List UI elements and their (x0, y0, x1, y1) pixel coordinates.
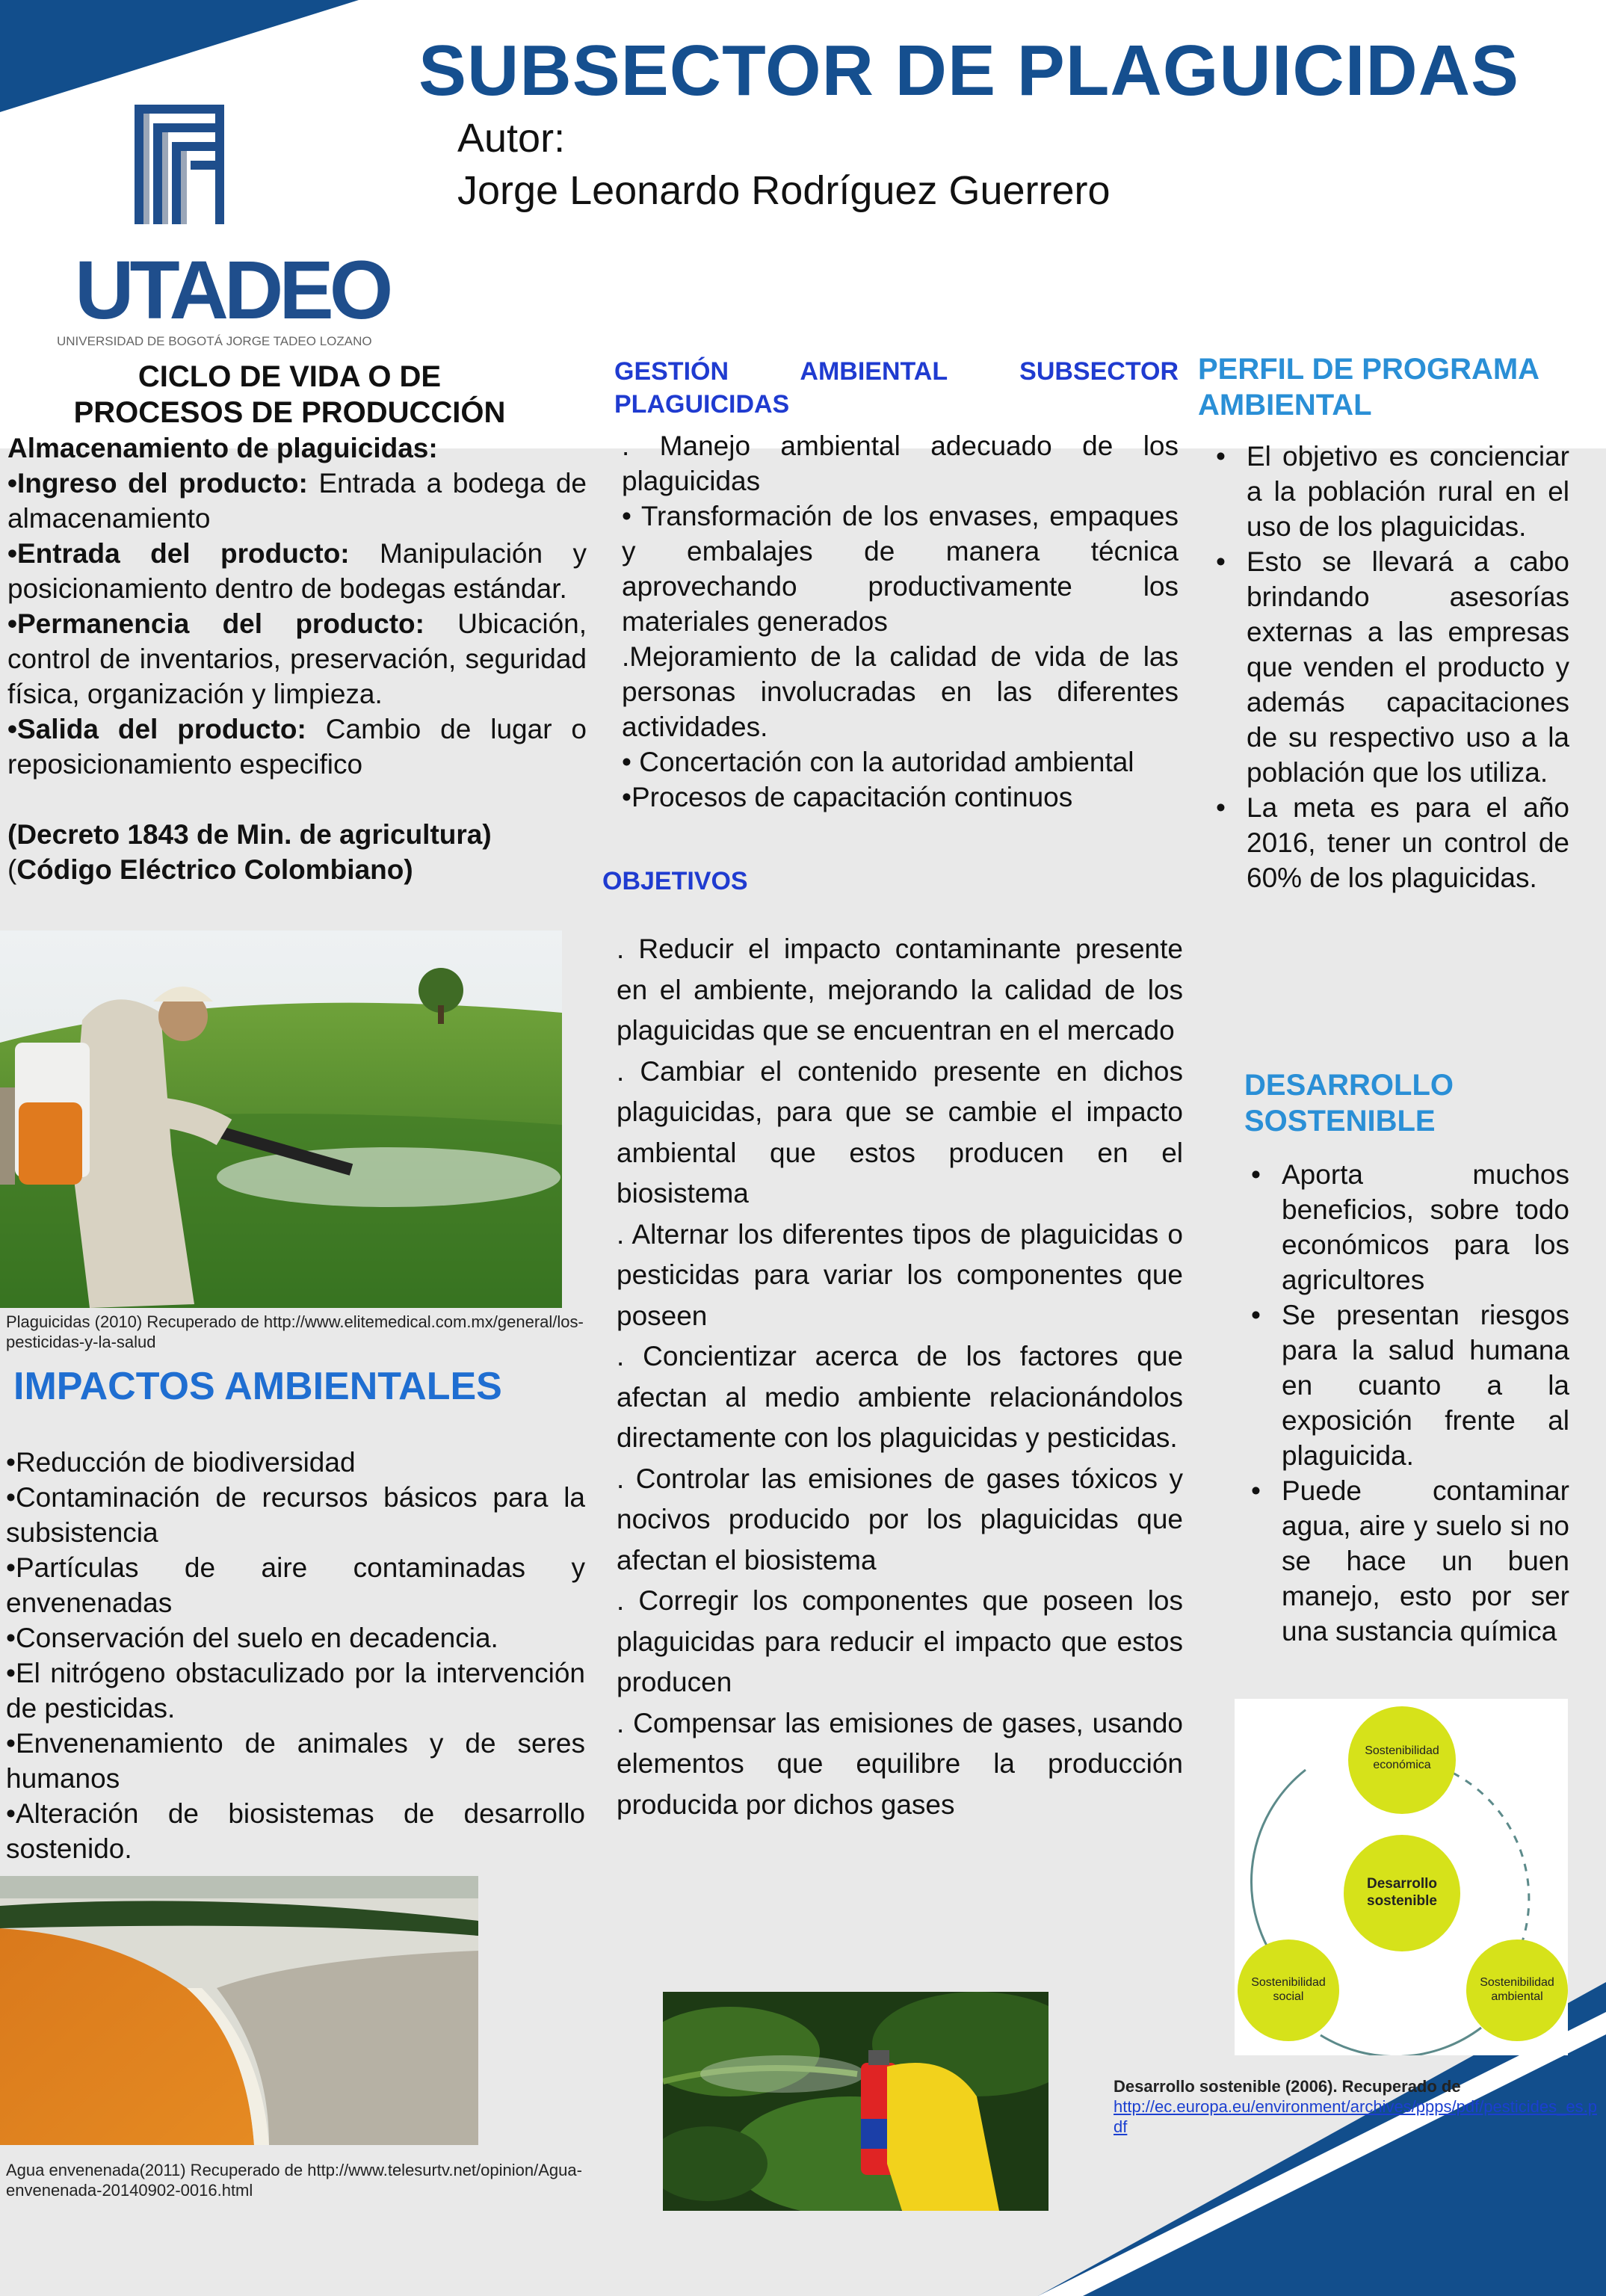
lifecycle-heading-line1: CICLO DE VIDA O DE (138, 360, 442, 393)
profile-heading: PERFIL DE PROGRAMA AMBIENTAL (1198, 353, 1539, 422)
impact-item: •Alteración de biosistemas de desarrollo sostenido. (6, 1798, 585, 1864)
objective-item: . Reducir el impacto contaminante presente en el ambiente, mejorando la calidad de los plaguicidas que se encuentran en el mercado (617, 933, 1183, 1046)
lifecycle-item-bold: •Permanencia del producto: (7, 608, 424, 639)
logo-wordmark: UTADEO (75, 244, 389, 336)
label-social (1236, 1975, 1341, 2004)
label-environmental-line1: Sostenibilidad (1480, 1976, 1554, 1989)
impact-item: •Envenenamiento de animales y de seres humanos (6, 1728, 585, 1794)
code-reference-paren: ( (7, 854, 17, 885)
management-item: •Procesos de capacitación continuos (622, 782, 1073, 812)
objectives-heading: OBJETIVOS (602, 867, 748, 895)
poster-title: SUBSECTOR DE PLAGUICIDAS (419, 31, 1520, 111)
management-item: .Mejoramiento de la calidad de vida de las personas involucradas en las diferentes actividades. (622, 641, 1179, 742)
sustainability-diagram (1235, 1699, 1568, 2055)
objective-item: . Alternar los diferentes tipos de plaguicidas o pesticidas para variar los componentes que poseen (617, 1218, 1183, 1331)
sustainability-item: • Puede contaminar agua, aire y suelo si no se hace un buen manejo, esto por ser una sustancia química (1241, 1473, 1569, 1649)
label-social-line1: Sostenibilidad (1251, 1976, 1326, 1989)
label-center-line2: sostenible (1367, 1893, 1437, 1909)
photo2-caption: Agua envenenada(2011) Recuperado de http://www.telesurtv.net/opinion/Agua-envenenada-20140902-0016.html (6, 2161, 582, 2200)
profile-item: • La meta es para el año 2016, tener un control de 60% de los plaguicidas. (1205, 790, 1569, 895)
lifecycle-item (7, 466, 587, 536)
lifecycle-item-text: Manipulación y posicionamiento dentro de bodegas estándar. (7, 538, 587, 604)
management-item: . Manejo ambiental adecuado de los plaguicidas (622, 430, 1179, 496)
code-reference (7, 852, 587, 887)
diagram-link[interactable]: http://ec.europa.eu/environment/archives/ppps/pdf/pesticides_es.pdf (1114, 2097, 1597, 2136)
sustainability-heading: DESARROLLO SOSTENIBLE (1244, 1069, 1454, 1138)
lifecycle-item-bold: •Salida del producto: (7, 714, 306, 744)
profile-item: • Esto se llevará a cabo brindando asesorías externas a las empresas que venden el producto y además capacitaciones de su respectivo uso a la población que los utiliza. (1205, 544, 1569, 790)
impacts-list (6, 1445, 585, 1866)
poisoned-water-photo (0, 1876, 478, 2145)
lifecycle-item-bold: •Entrada del producto: (7, 538, 350, 569)
objective-item: . Cambiar el contenido presente en dichos plaguicidas, para que se cambie el impacto ambiental que estos producen en el biosistema (617, 1055, 1183, 1209)
lifecycle-item-text: Cambio de lugar o reposicionamiento especifico (7, 714, 587, 780)
management-item: • Transformación de los envases, empaques y embalajes de manera técnica aprovechando productivamente los materiales generados (622, 501, 1179, 637)
impact-item: •Conservación del suelo en decadencia. (6, 1623, 498, 1653)
pesticide-spraying-photo (0, 931, 562, 1308)
sustainability-item: • Se presentan riesgos para la salud humana en cuanto a la exposición frente al plaguicida. (1241, 1297, 1569, 1473)
impacts-heading: IMPACTOS AMBIENTALES (13, 1365, 502, 1408)
objective-item: . Compensar las emisiones de gases, usando elementos que equilibre la producción producida por dichos gases (617, 1707, 1183, 1820)
code-reference-text: Código Eléctrico Colombiano) (16, 854, 413, 885)
sustainability-item: • Aporta muchos beneficios, sobre todo económicos para los agricultores (1241, 1157, 1569, 1297)
profile-item: • El objetivo es concienciar a la población rural en el uso de los plaguicidas. (1205, 439, 1569, 544)
photo1-caption: Plaguicidas (2010) Recuperado de http://www.elitemedical.com.mx/general/los-pesticidas-y-la-salud (6, 1312, 584, 1351)
logo-subtitle: UNIVERSIDAD DE BOGOTÁ JORGE TADEO LOZANO (57, 334, 372, 348)
objectives-list (617, 929, 1183, 1825)
profile-list (1205, 439, 1569, 895)
author-label: Autor: (457, 116, 566, 161)
label-social-line2: social (1273, 1990, 1304, 2003)
storage-title: Almacenamiento de plaguicidas: (7, 433, 438, 463)
lifecycle-heading-line2: PROCESOS DE PRODUCCIÓN (73, 396, 506, 429)
spray-can-photo (663, 1992, 1048, 2211)
lifecycle-item (7, 712, 587, 782)
label-economic (1350, 1744, 1454, 1772)
management-heading: GESTIÓN AMBIENTAL SUBSECTOR PLAGUICIDAS (614, 357, 1179, 419)
impact-item: •Partículas de aire contaminadas y envenenadas (6, 1552, 585, 1618)
label-environmental-line2: ambiental (1491, 1990, 1543, 2003)
objective-item: . Controlar las emisiones de gases tóxicos y nocivos producido por los plaguicidas que afectan el biosistema (617, 1463, 1183, 1576)
management-list (614, 428, 1179, 815)
column-management (614, 355, 1179, 815)
label-economic-line2: económica (1373, 1759, 1431, 1771)
lifecycle-item (7, 536, 587, 606)
sustainability-list (1241, 1157, 1569, 1649)
lifecycle-item-bold: •Ingreso del producto: (7, 468, 308, 499)
diagram-caption-block (1114, 2076, 1599, 2137)
column-lifecycle (7, 359, 587, 887)
impact-item: •Reducción de biodiversidad (6, 1447, 356, 1478)
label-environmental (1465, 1975, 1569, 2004)
author-name: Jorge Leonardo Rodríguez Guerrero (457, 168, 1111, 213)
objective-item: . Concientizar acerca de los factores que afectan al medio ambiente relacionándolos directamente con los plaguicidas y pesticidas. (617, 1341, 1183, 1453)
objective-item: . Corregir los componentes que poseen los plaguicidas para reducir el impacto que estos producen (617, 1585, 1183, 1697)
lifecycle-item (7, 606, 587, 712)
impact-item: •Contaminación de recursos básicos para la subsistencia (6, 1482, 585, 1548)
diagram-caption: Desarrollo sostenible (2006). Recuperado de (1114, 2077, 1461, 2096)
lifecycle-heading (7, 359, 587, 430)
lifecycle-item-text: Ubicación, control de inventarios, preservación, seguridad física, organización y limpieza. (7, 608, 587, 709)
author-block (457, 112, 1111, 217)
management-item: • Concertación con la autoridad ambiental (622, 747, 1134, 777)
lifecycle-item-text: Entrada a bodega de almacenamiento (7, 468, 587, 534)
label-economic-line1: Sostenibilidad (1365, 1744, 1439, 1757)
impact-item: •El nitrógeno obstaculizado por la intervención de pesticidas. (6, 1658, 585, 1723)
decree-reference: (Decreto 1843 de Min. de agricultura) (7, 819, 492, 850)
label-center (1342, 1875, 1462, 1910)
label-center-line1: Desarrollo (1367, 1876, 1437, 1892)
